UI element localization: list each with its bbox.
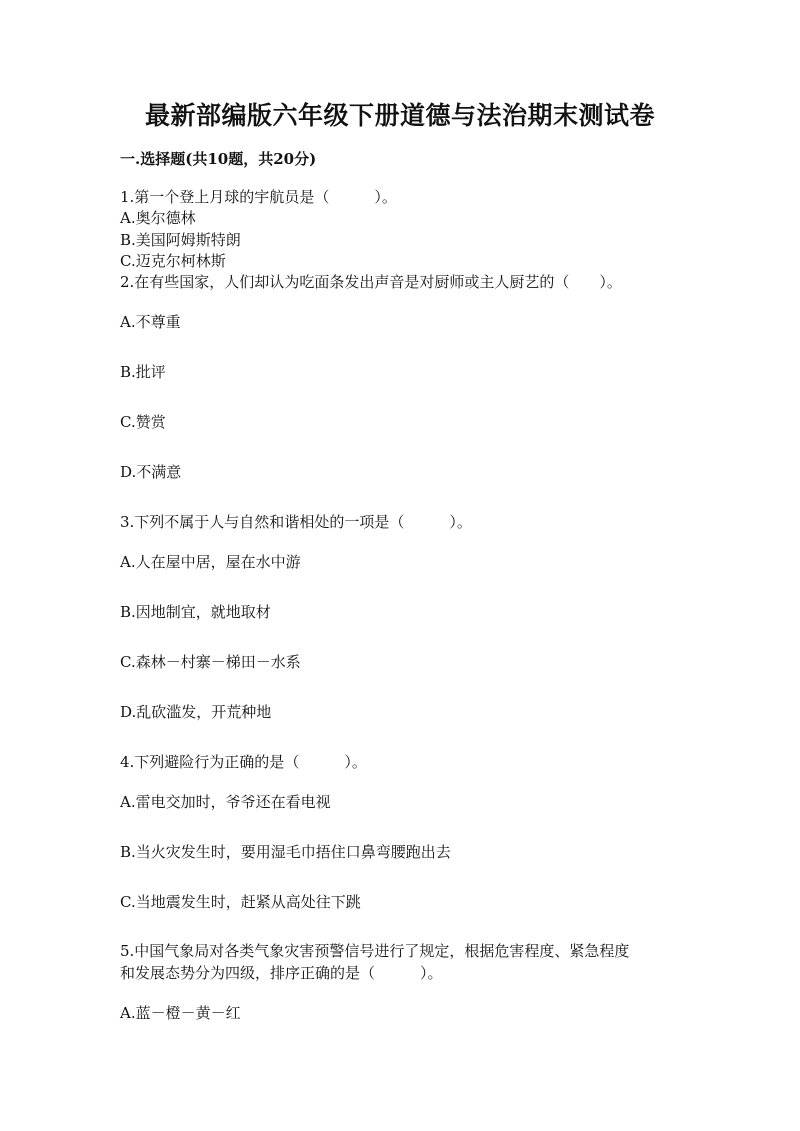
question-2-option-d: D.不满意 xyxy=(120,463,182,481)
section-heading: 一.选择题(共10题，共20分) xyxy=(120,150,317,168)
question-3-option-b: B.因地制宜，就地取材 xyxy=(120,603,271,621)
exam-title: 最新部编版六年级下册道德与法治期末测试卷 xyxy=(144,101,655,130)
question-4-option-c: C.当地震发生时，赶紧从高处往下跳 xyxy=(120,893,361,911)
question-5-stem-line-2: 和发展态势分为四级，排序正确的是（ ）。 xyxy=(120,964,443,982)
question-5-stem-line-1: 5.中国气象局对各类气象灾害预警信号进行了规定，根据危害程度、紧急程度 xyxy=(120,942,630,960)
question-3-option-a: A.人在屋中居，屋在水中游 xyxy=(120,553,301,571)
question-2-option-b: B.批评 xyxy=(120,363,166,381)
question-4-stem: 4.下列避险行为正确的是（ ）。 xyxy=(120,753,367,771)
question-3-stem: 3.下列不属于人与自然和谐相处的一项是（ ）。 xyxy=(120,513,472,531)
question-5-option-a: A.蓝－橙－黄－红 xyxy=(120,1004,241,1022)
question-3-option-c: C.森林－村寨－梯田－水系 xyxy=(120,653,301,671)
question-1-option-b: B.美国阿姆斯特朗 xyxy=(120,231,241,249)
question-1-option-a: A.奥尔德林 xyxy=(120,209,196,227)
question-2-option-c: C.赞赏 xyxy=(120,413,166,431)
question-4-option-a: A.雷电交加时，爷爷还在看电视 xyxy=(120,793,331,811)
question-3-option-d: D.乱砍滥发，开荒种地 xyxy=(120,703,272,721)
question-2-option-a: A.不尊重 xyxy=(120,313,181,331)
question-4-option-b: B.当火灾发生时，要用湿毛巾捂住口鼻弯腰跑出去 xyxy=(120,843,451,861)
question-2-stem: 2.在有些国家，人们却认为吃面条发出声音是对厨师或主人厨艺的（ ）。 xyxy=(120,273,622,291)
question-1-option-c: C.迈克尔柯林斯 xyxy=(120,252,226,270)
question-1-stem: 1.第一个登上月球的宇航员是（ ）。 xyxy=(120,188,397,206)
